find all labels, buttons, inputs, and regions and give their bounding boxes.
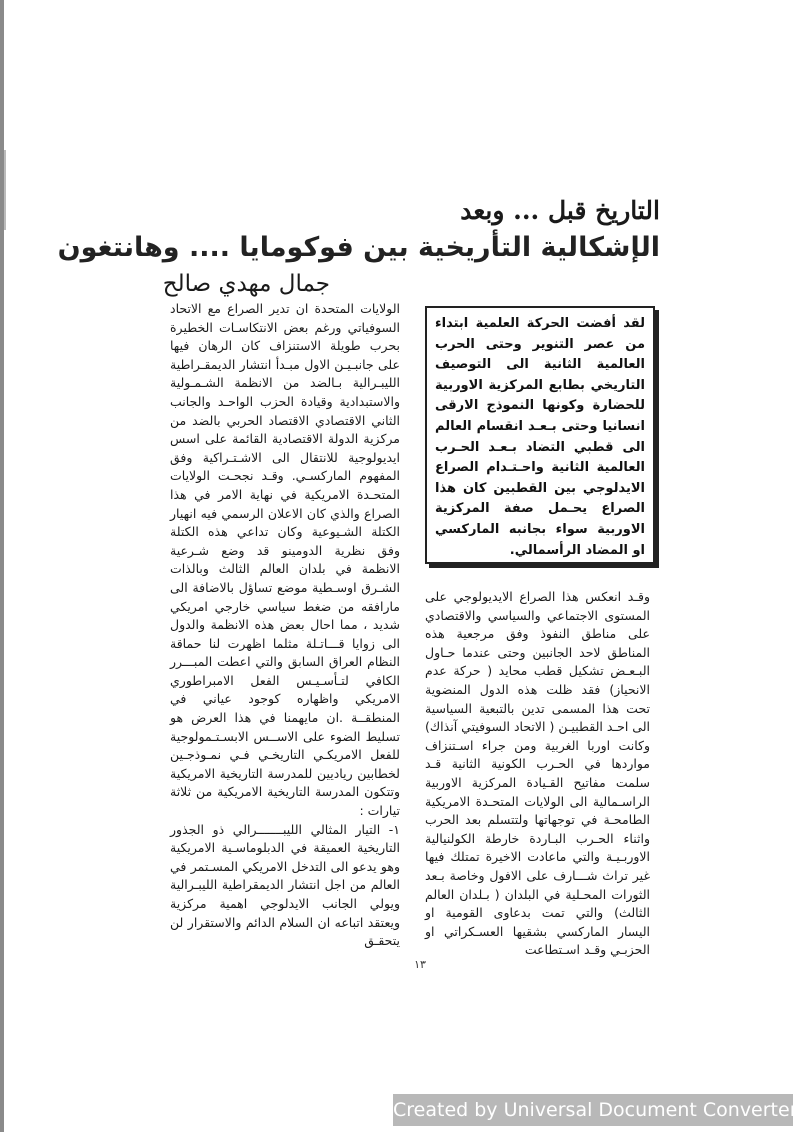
pull-quote-box <box>425 306 655 564</box>
binding-shadow <box>4 150 6 230</box>
converter-watermark: Created by Universal Document Converter <box>393 1094 793 1126</box>
article-kicker: التاريخ قبل ... وبعد <box>460 196 660 225</box>
left-column-list-item-1: ١- التيار المثالي الليبـــــــرالي ذو الجذور التاريخية العميقة في الدبلوماسـية الامريكية وهو يدعو الى التدخل الامريكي المسـتمر في العالم من اجل انتشار الديمقراطية الليبـرالية ويولي الجانب الايدلوجي اهمية مركزية ويعتقد اتباعه ان السلام الدائم والاستقرار لن يتحقـق <box>170 821 400 949</box>
right-text-column <box>425 588 650 960</box>
left-text-column <box>170 300 400 951</box>
article-title: الإشكالية التأريخية بين فوكومايا .... وهانتغون <box>57 232 660 263</box>
left-column-paragraph: الولايات المتحدة ان تدير الصراع مع الاتحاد السوفياتي ورغم بعض الانتكاسـات الخطيرة بحرب طويلة الاستنزاف كان الرهان فيها على جانبـيـن الاول مبـدأ انتشار الديمقـراطية الليبـرالية بـالضد من الانظمة الشـمـولية والاستبدادية وقيادة الحزب الواحـد والجانب الثاني الاقتصادي الاقتصاد الحربي بالضد من مركزية الدولة الاقتصادية القائمة على اسس ايديولوجية للانتقال الى الاشـتـراكية وفق المفهوم الماركسـي. وقـد نجحـت الولايات المتحـدة الامريكية في نهاية الامر في هذا الصراع والذي كان الاعلان الرسمي فيه انهيار الكتلة الشـيوعية وكان تداعي هذه الكتلة وفق نظرية الدومينو قد وضع شـرعية الانظمة في بلدان العالم الثالث وبالذات الشـرق اوسـطية موضع تساؤل بالاضافة الى مارافقه من ضغط سياسي خارجي امريكي شديد ، مما احال بعض هذه الانظمة والدول الى زوايا قـــاتـلة مثلما اظهرت لنا حماقة النظام العراق السابق والتي اعطت المبـــرر الكافي لتـأسـيـس الفعل الامبراطوري الامريكي واظهاره كوجود عياني في المنطقــة .ان مايهمنا في هذا العرض هو تسليط الضوء على الاســس الابسـتـمولوجية للفعل الامريكـي التاريخـي فـي نمـوذجـين لخطابين رياديين للمدرسة التاريخية الامريكية وتتكون المدرسة التاريخية الامريكية من ثلاثة تيارات : <box>170 301 400 819</box>
pull-quote-text: لقد أفضت الحركة العلمية ابتداء من عصر التنوير وحتى الحرب العالمية الثانية الى التوصيف التاريخي بطابع المركزية الاوربية للحضارة وكونها النموذج الارقى انسانيا وحتى بـعـد انقسام العالم الى قطبي التضاد بـعـد الحـرب العالمية الثانية واحـتـدام الصراع الايدلوجي بين القطبين كان هذا الصراع يحـمل صفة المركزية الاوربية سواء بجانبه الماركسي او المضاد الرأسمالي. <box>435 316 645 558</box>
right-column-paragraph: وقـد انعكس هذا الصراع الايديولوجي على المستوى الاجتماعي والسياسي والاقتصادي على مناطق النفوذ وفق مرجعية هذه المناطق لاحد الجانبين وحتى عندما حـاول البـعـض تشكيل قطب محايد ( حركة عدم الانحياز) فقد ظلت هذه الدول المنضوية تحت هذا المسمى تدين بالتبعية السياسية الى احـد القطبيـن ( الاتحاد السوفيتي آنذاك) وكانت اوربا الغربية ومن جراء اسـتنزاف مواردها في الحـرب الكونية الثانية قـد سلمت مفاتيح القـيادة المركزية الاوربية الراسـمالية الى الولايات المتحـدة الامريكية الطامحـة في توجهاتها ولتتسلم بعد الحرب واثناء الحـرب البـاردة خارطة الكولنيالية الاوربـيـة والتي ماعادت الاخيرة تمتلك فيها غير تراث شـــارف على الافول وخاصة بـعد الثورات المحـلية في البلدان ( بـلدان العالم الثالث) والتي تمت بدعاوى القومية او اليسار الماركسي بشقيها العسـكراتي او الحزبـي وقـد اسـتطاعت <box>425 589 650 958</box>
article-author: جمال مهدي صالح <box>162 271 330 297</box>
page-number: ١٣ <box>414 958 426 971</box>
